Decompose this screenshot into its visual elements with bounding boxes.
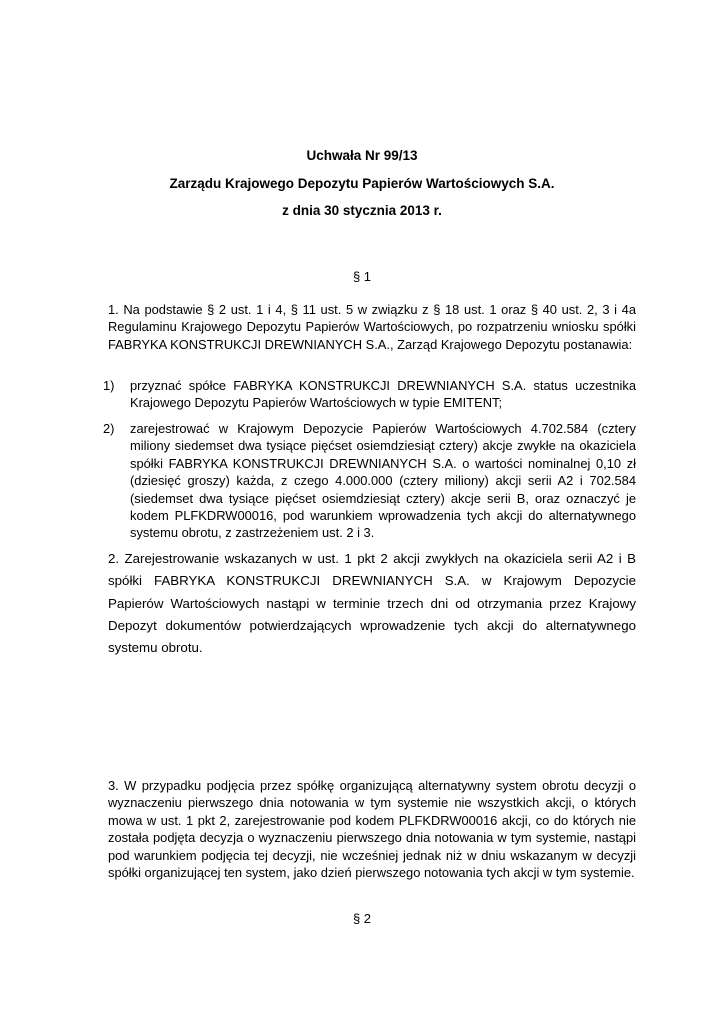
list-item-number: 2) [103, 421, 115, 436]
paragraph-2: 2. Zarejestrowanie wskazanych w ust. 1 pkt 2 akcji zwykłych na okaziciela serii A2 i B spółki FABRYKA KONSTRUKCJI DREWNIANYCH S.A. w Krajowym Depozycie Papierów Wartościowych nastąpi w terminie trzech dni od otrzymania przez Krajowy Depozyt dokumentów potwierdzających wprowadzenie tych akcji do alternatywnego systemu obrotu. [108, 551, 636, 656]
section-2-heading: § 2 [352, 911, 372, 926]
list-item-text: przyznać spółce FABRYKA KONSTRUKCJI DREWNIANYCH S.A. status uczestnika Krajowego Depozytu Papierów Wartościowych w typie EMITENT; [130, 378, 636, 411]
issuing-body: Zarządu Krajowego Depozytu Papierów Wartościowych S.A. [169, 176, 555, 191]
paragraph-1: 1. Na podstawie § 2 ust. 1 i 4, § 11 ust. 5 w związku z § 18 ust. 1 oraz § 40 ust. 2, 3 i 4a Regulaminu Krajowego Depozytu Papierów Wartościowych, po rozpatrzeniu wniosku spółki FABRYKA KONSTRUKCJI DREWNIANYCH S.A., Zarząd Krajowego Depozytu postanawia: [108, 302, 636, 352]
resolution-date: z dnia 30 stycznia 2013 r. [282, 203, 442, 218]
resolution-number: Uchwała Nr 99/13 [306, 148, 418, 163]
paragraph-3: 3. W przypadku podjęcia przez spółkę organizującą alternatywny system obrotu decyzji o wyznaczeniu pierwszego dnia notowania w tym systemie nie wszystkich akcji, o których mowa w ust. 1 pkt 2, zarejestrowanie pod kodem PLFKDRW00016 akcji, co do których nie została podjęta decyzja o wyznaczeniu pierwszego dnia notowania w tym systemie, nastąpi pod warunkiem podjęcia tej decyzji, nie wcześniej jednak niż w dniu wskazanym w decyzji spółki organizującej ten system, jako dzień pierwszego notowania tych akcji w tym systemie. [108, 778, 636, 881]
list-item-text: zarejestrować w Krajowym Depozycie Papierów Wartościowych 4.702.584 (cztery miliony siedemset dwa tysiące pięćset osiemdziesiąt cztery) akcje zwykłe na okaziciela spółki FABRYKA KONSTRUKCJI DREWNIANYCH S.A. o wartości nominalnej 0,10 zł (dziesięć groszy) każda, z czego 4.000.000 (cztery miliony) akcji serii A2 i 702.584 (siedemset dwa tysiące pięćset osiemdziesiąt cztery) akcje serii B, oraz oznaczyć je kodem PLFKDRW00016, pod warunkiem wprowadzenia tych akcji do alternatywnego systemu obrotu, z zastrzeżeniem ust. 2 i 3. [130, 421, 636, 541]
list-item-number: 1) [103, 378, 115, 393]
section-1-heading: § 1 [352, 269, 372, 284]
